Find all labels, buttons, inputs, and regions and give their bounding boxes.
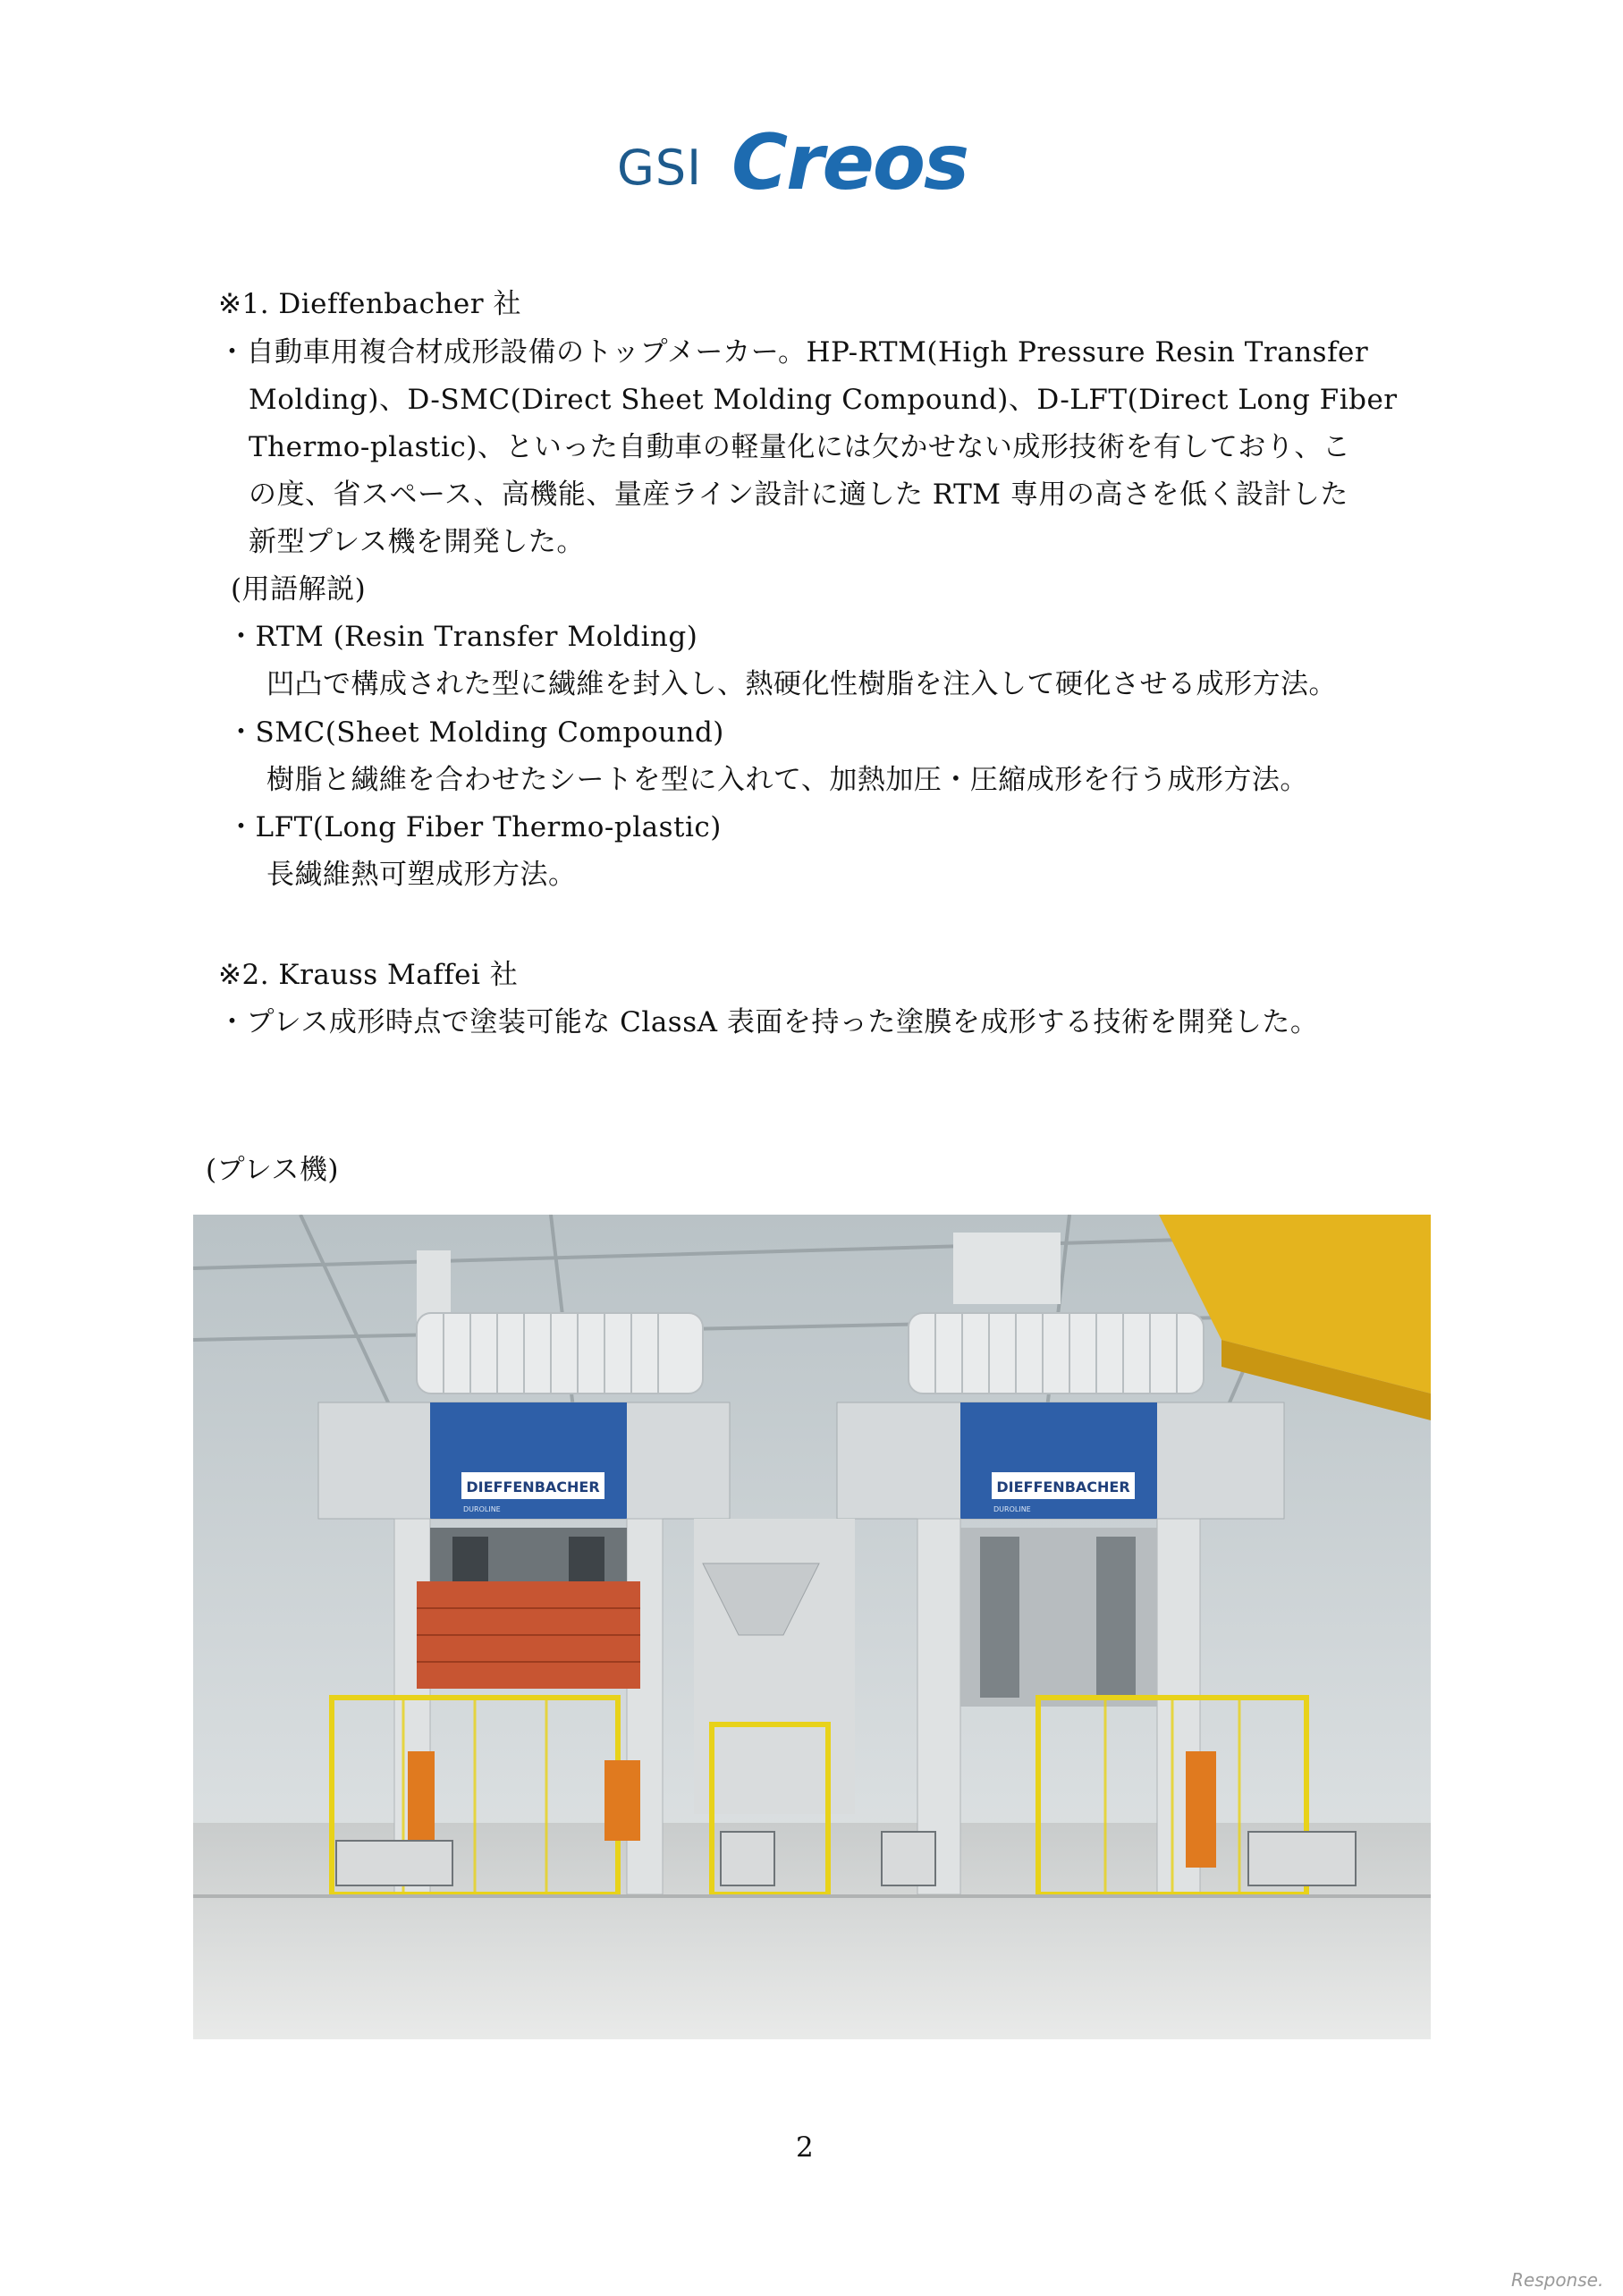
press-sub-left: DUROLINE: [463, 1505, 501, 1513]
note2-heading: ※2. Krauss Maffei 社: [218, 959, 519, 991]
press-sub-right: DUROLINE: [993, 1505, 1031, 1513]
photo-caption: (プレス機): [206, 1154, 340, 1186]
note2-body: ・プレス成形時点で塗装可能な ClassA 表面を持った塗膜を成形する技術を開発した。: [218, 1006, 1319, 1038]
glossary-def-smc: 樹脂と繊維を合わせたシートを型に入れて、加熱加圧・圧縮成形を行う成形方法。: [266, 764, 1308, 796]
press-machine-photo: [193, 1215, 1431, 2039]
logo-gsi: GSI: [617, 140, 703, 196]
glossary-heading: (用語解説): [231, 573, 367, 606]
logo-creos: Creos: [731, 118, 968, 208]
note1-body-line: 新型プレス機を開発した。: [249, 526, 585, 558]
note1-heading: ※1. Dieffenbacher 社: [218, 288, 521, 320]
glossary-def-rtm: 凹凸で構成された型に繊維を封入し、熱硬化性樹脂を注入して硬化させる成形方法。: [266, 668, 1337, 700]
factory-illustration: [193, 1215, 1431, 2039]
glossary-term-smc: ・SMC(Sheet Molding Compound): [227, 716, 724, 749]
watermark: Response.: [1511, 2269, 1604, 2291]
note1-body-line: ・自動車用複合材成形設備のトップメーカー。HP-RTM(High Pressure Resin Transfer: [218, 336, 1369, 369]
company-logo: [617, 118, 1010, 208]
note1-body-line: Thermo-plastic)、といった自動車の軽量化には欠かせない成形技術を有しており、こ: [249, 431, 1351, 463]
glossary-term-lft: ・LFT(Long Fiber Thermo-plastic): [227, 811, 722, 843]
press-sign-right: DIEFFENBACHER: [996, 1478, 1130, 1495]
glossary-term-rtm: ・RTM (Resin Transfer Molding): [227, 621, 698, 653]
note1-body-line: の度、省スペース、高機能、量産ライン設計に適した RTM 専用の高さを低く設計した: [249, 479, 1348, 511]
note1-body-line: Molding)、D-SMC(Direct Sheet Molding Compound)、D-LFT(Direct Long Fiber: [249, 384, 1398, 416]
glossary-def-lft: 長繊維熱可塑成形方法。: [266, 859, 577, 891]
press-sign-left: DIEFFENBACHER: [466, 1478, 600, 1495]
page-number: 2: [796, 2131, 814, 2164]
